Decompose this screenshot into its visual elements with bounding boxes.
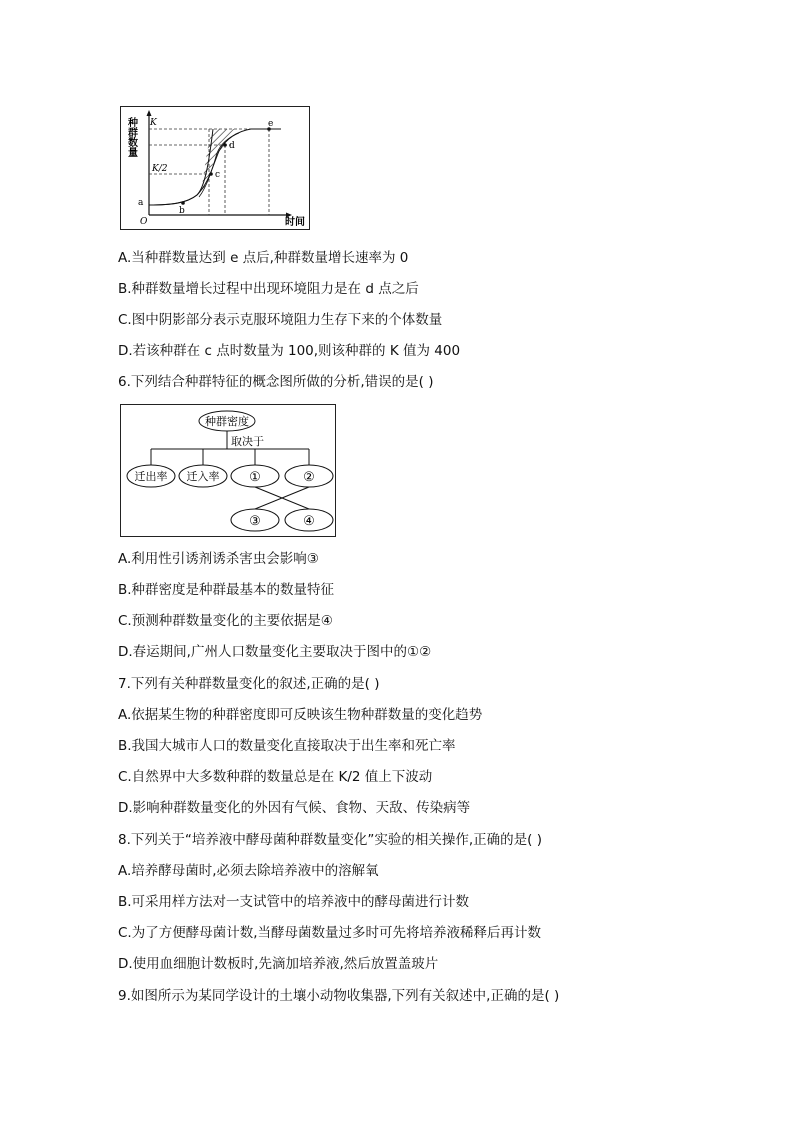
svg-text:③: ③ <box>249 514 261 529</box>
q5-option-b: B.种群数量增长过程中出现环境阻力是在 d 点之后 <box>118 281 419 297</box>
point-c <box>209 172 213 176</box>
shaded-region <box>201 129 239 195</box>
population-growth-figure <box>120 106 310 230</box>
label-a: a <box>138 198 144 208</box>
svg-text:种群密度: 种群密度 <box>205 415 249 428</box>
x-axis-label: 时间 <box>285 217 305 228</box>
k-half-label: K/2 <box>152 164 168 174</box>
q8-option-d: D.使用血细胞计数板时,先滴加培养液,然后放置盖玻片 <box>118 956 439 972</box>
y-axis-label: 种群数量 <box>125 117 137 157</box>
origin-label: O <box>140 217 148 227</box>
q6-option-a: A.利用性引诱剂诱杀害虫会影响③ <box>118 551 319 567</box>
svg-text:①: ① <box>249 470 261 485</box>
point-b <box>181 201 185 205</box>
q8-option-b: B.可采用样方法对一支试管中的培养液中的酵母菌进行计数 <box>118 894 470 910</box>
q8-stem: 8.下列关于“培养液中酵母菌种群数量变化”实验的相关操作,正确的是( ) <box>118 832 542 848</box>
population-concept-map <box>120 404 336 537</box>
q7-stem: 7.下列有关种群数量变化的叙述,正确的是( ) <box>118 676 380 692</box>
label-d: d <box>229 141 235 151</box>
concept-map-diagram <box>121 405 335 536</box>
svg-text:迁入率: 迁入率 <box>186 470 220 483</box>
label-e: e <box>268 119 274 129</box>
label-b: b <box>179 206 185 216</box>
q9-stem: 9.如图所示为某同学设计的土壤小动物收集器,下列有关叙述中,正确的是( ) <box>118 988 560 1004</box>
q8-option-c: C.为了方便酵母菌计数,当酵母菌数量过多时可先将培养液稀释后再计数 <box>118 925 542 941</box>
q6-stem: 6.下列结合种群特征的概念图所做的分析,错误的是( ) <box>118 374 434 390</box>
svg-text:④: ④ <box>303 514 315 529</box>
q5-option-a: A.当种群数量达到 e 点后,种群数量增长速率为 0 <box>118 250 409 266</box>
q6-option-b: B.种群密度是种群最基本的数量特征 <box>118 582 335 598</box>
q6-option-d: D.春运期间,广州人口数量变化主要取决于图中的①② <box>118 644 432 660</box>
q7-option-c: C.自然界中大多数种群的数量总是在 K/2 值上下波动 <box>118 769 433 785</box>
k-label: K <box>150 118 157 128</box>
label-c: c <box>215 170 221 180</box>
q7-option-b: B.我国大城市人口的数量变化直接取决于出生率和死亡率 <box>118 738 456 754</box>
depends-label: 取决于 <box>231 435 264 448</box>
svg-text:②: ② <box>303 470 315 485</box>
q7-option-d: D.影响种群数量变化的外因有气候、食物、天敌、传染病等 <box>118 800 471 816</box>
q6-option-c: C.预测种群数量变化的主要依据是④ <box>118 613 333 629</box>
point-d <box>223 143 227 147</box>
q5-option-c: C.图中阴影部分表示克服环境阻力生存下来的个体数量 <box>118 312 443 328</box>
q8-option-a: A.培养酵母菌时,必须去除培养液中的溶解氧 <box>118 863 379 879</box>
q7-option-a: A.依据某生物的种群密度即可反映该生物种群数量的变化趋势 <box>118 707 483 723</box>
growth-curve-diagram <box>121 107 309 229</box>
svg-text:迁出率: 迁出率 <box>134 470 168 483</box>
q5-option-d: D.若该种群在 c 点时数量为 100,则该种群的 K 值为 400 <box>118 343 461 359</box>
